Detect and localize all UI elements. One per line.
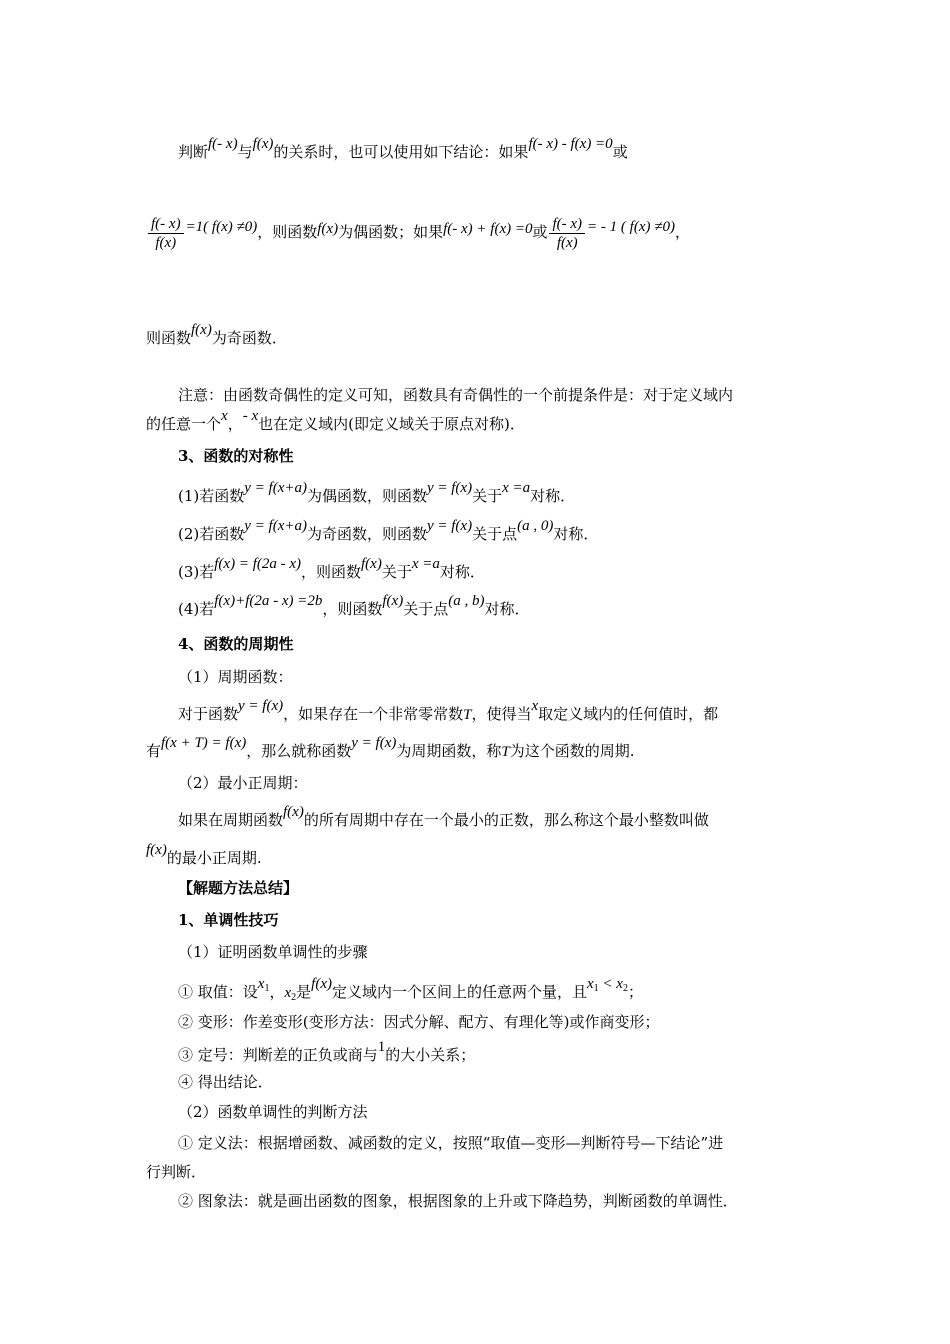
section-periodicity-title: 4、函数的周期性 — [178, 635, 294, 653]
math-x1-lt-x2: $x_1 < x_2$ — [587, 976, 628, 994]
text: 判断 — [178, 143, 209, 161]
math-expr: y = f(x) — [238, 698, 284, 714]
step-determine-sign: ③ 定号：判断差的正负或商与1的大小关系； — [178, 1039, 476, 1064]
text: 为偶函数；如果 — [338, 223, 444, 241]
math-expr: f(x) — [361, 556, 382, 572]
math-f-neg-x: f(- x) — [208, 136, 238, 152]
math-x: x — [531, 698, 539, 714]
math-f-x: f(x) — [311, 976, 332, 992]
methods-title: 【解题方法总结】 — [178, 879, 299, 897]
periodic-subheading-1: （1）周期函数： — [178, 668, 293, 686]
judge-methods-heading: （2）函数单调性的判断方法 — [178, 1103, 368, 1121]
math-expr: (a , 0) — [517, 518, 554, 534]
math-expr: x =a — [411, 556, 440, 572]
para-parity-judge-line2 — [146, 212, 690, 253]
section-symmetry-title: 3、函数的对称性 — [178, 447, 294, 465]
math-difference-zero: f(- x) - f(x) =0 — [528, 136, 613, 152]
symmetry-item-4: (4)若f(x)+f(2a - x) =2b，则函数f(x)关于点(a , b)对称． — [178, 593, 530, 618]
math-f-x: f(x) — [283, 804, 304, 820]
para-parity-judge-line1 — [178, 136, 628, 163]
symmetry-item-3: (3)若f(x) = f(2a - x)，则函数f(x)关于x =a对称． — [178, 556, 485, 581]
math-expr: y = f(x+a) — [244, 480, 307, 496]
para-odd-conclusion — [146, 322, 287, 349]
math-expr: y = f(x) — [426, 518, 473, 534]
math-f-x: f(x) — [146, 842, 167, 858]
math-fraction-ratio: $\frac{f(- x)}{f(x)}$ — [549, 215, 585, 252]
judge-definition-line2: 行判断． — [146, 1163, 207, 1181]
math-expr: y = f(x) — [426, 480, 473, 496]
math-expr: y = f(x) — [351, 735, 397, 751]
periodic-subheading-2: （2）最小正周期： — [178, 774, 308, 792]
step-take-values: ① 取值：设$x_1$，$x_2$是f(x)定义域内一个区间上的任意两个量，且$x_1 < x_2$； — [178, 982, 643, 1008]
math-expr: f(x)+f(2a - x) =2b — [214, 593, 323, 609]
math-ratio-one: =1( f(x) ≠0) — [185, 219, 258, 235]
judge-graph-method: ② 图象法：就是画出函数的图象，根据图象的上升或下降趋势，判断函数的单调性． — [178, 1192, 738, 1210]
math-expr: y = f(x+a) — [244, 518, 307, 534]
math-T: T — [463, 707, 472, 723]
text: 的关系时，也可以使用如下结论：如果 — [273, 143, 529, 161]
text: 则函数 — [146, 329, 192, 347]
math-expr: f(x + T) = f(x) — [161, 735, 247, 751]
text: 或 — [612, 143, 628, 161]
math-x2: $x_2$ — [284, 985, 297, 1003]
note-line2 — [146, 408, 525, 435]
step-conclude: ④ 得出结论． — [178, 1073, 273, 1091]
monotonic-tips-title: 1、单调性技巧 — [178, 911, 279, 929]
math-sum-zero: f(- x) + f(x) =0 — [443, 221, 533, 237]
text: 为奇函数． — [211, 329, 287, 347]
text: 也在定义域内(即定义域关于原点对称)． — [258, 415, 525, 433]
math-ratio-neg-one: = - 1 ( f(x) ≠0) — [587, 219, 675, 235]
periodic-def-line2: 有f(x + T) = f(x)，那么就称函数y = f(x)为周期函数，称T为这个函数的周期. — [146, 735, 635, 760]
math-expr: x =a — [502, 480, 531, 496]
text: 或 — [532, 223, 548, 241]
math-one: 1 — [377, 1039, 386, 1055]
symmetry-item-1: (1)若函数y = f(x+a)为偶函数，则函数y = f(x)关于x =a对称． — [178, 480, 576, 505]
math-x: x — [221, 408, 228, 424]
math-f-x: f(x) — [252, 136, 274, 152]
text: 的任意一个 — [146, 415, 222, 433]
text: ， — [674, 223, 690, 241]
judge-definition-line1: ① 定义法：根据增函数、减函数的定义，按照“取值—变形—判断符号—下结论”进 — [178, 1134, 724, 1152]
text: ，则函数 — [257, 223, 318, 241]
math-expr: f(x) — [382, 593, 404, 609]
math-expr: (a , b) — [448, 593, 485, 609]
min-period-line2: f(x)的最小正周期. — [146, 842, 262, 867]
text: 与 — [237, 143, 253, 161]
text: ， — [227, 415, 243, 433]
min-period-line1: 如果在周期函数f(x)的所有周期中存在一个最小的正数，那么称这个最小整数叫做 — [178, 804, 709, 829]
periodic-def-line1: 对于函数y = f(x)，如果存在一个非常零常数T，使得当x取定义域内的任何值时，都 — [178, 698, 719, 723]
math-f-x: f(x) — [191, 322, 212, 338]
symmetry-item-2: (2)若函数y = f(x+a)为奇函数，则函数y = f(x)关于点(a , 0)对称． — [178, 518, 599, 543]
step-transform: ② 变形：作差变形(变形方法：因式分解、配方、有理化等)或作商变形； — [178, 1013, 660, 1031]
math-T: T — [501, 744, 510, 760]
math-x1: $x_1$ — [257, 976, 270, 994]
math-f-x: f(x) — [317, 221, 339, 237]
math-expr: f(x) = f(2a - x) — [214, 556, 301, 572]
math-neg-x: - x — [242, 408, 259, 424]
math-fraction-ratio: $\frac{f(- x)}{f(x)}$ — [148, 215, 184, 252]
proof-steps-heading: （1）证明函数单调性的步骤 — [178, 943, 368, 961]
note-line1: 注意：由函数奇偶性的定义可知，函数具有奇偶性的一个前提条件是：对于定义域内 — [178, 386, 734, 404]
